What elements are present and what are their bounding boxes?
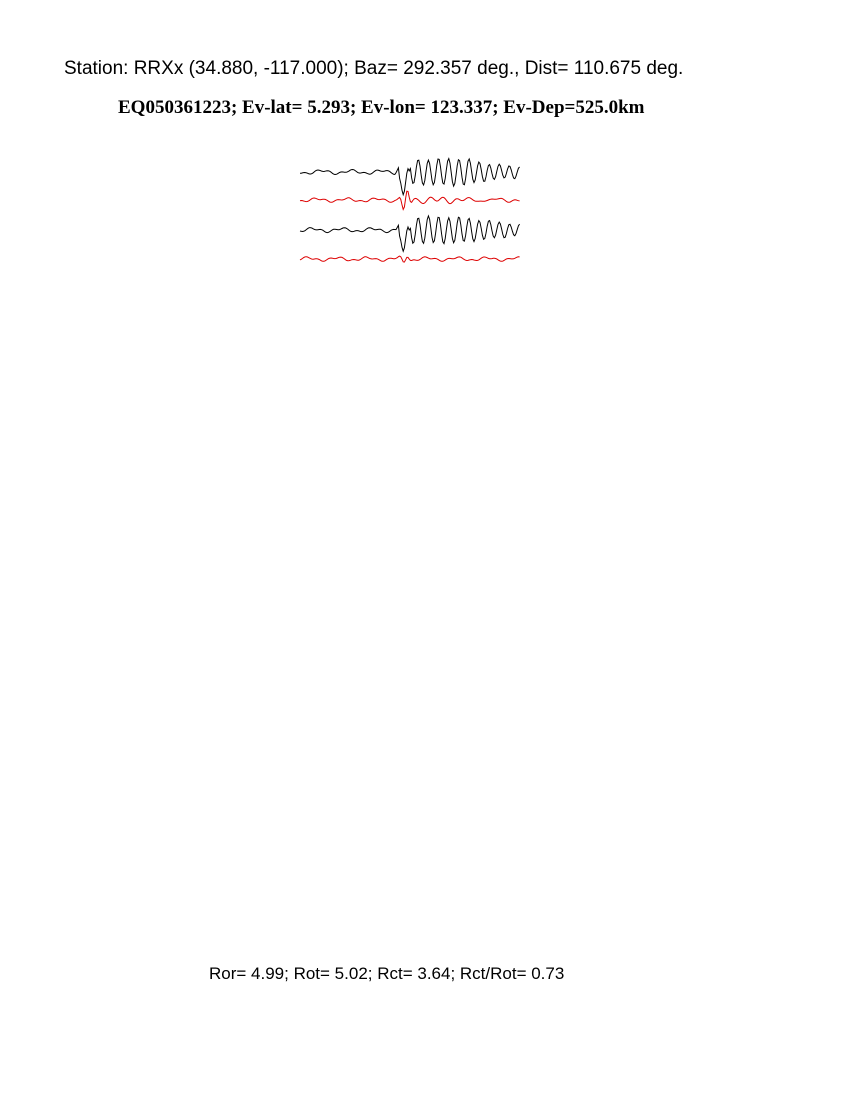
seismogram-trace: [300, 256, 520, 262]
seismogram-trace: [300, 159, 520, 195]
seismogram-trace: [300, 191, 520, 209]
ratios-footer: Ror= 4.99; Rot= 5.02; Rct= 3.64; Rct/Rot= 0.73: [209, 964, 565, 983]
seismogram-panel: [300, 159, 520, 263]
event-header: EQ050361223; Ev-lat= 5.293; Ev-lon= 123.337; Ev-Dep=525.0km: [118, 97, 645, 118]
seismogram-trace: [300, 216, 520, 251]
station-header: Station: RRXx (34.880, -117.000); Baz= 292.357 deg., Dist= 110.675 deg.: [64, 58, 684, 79]
